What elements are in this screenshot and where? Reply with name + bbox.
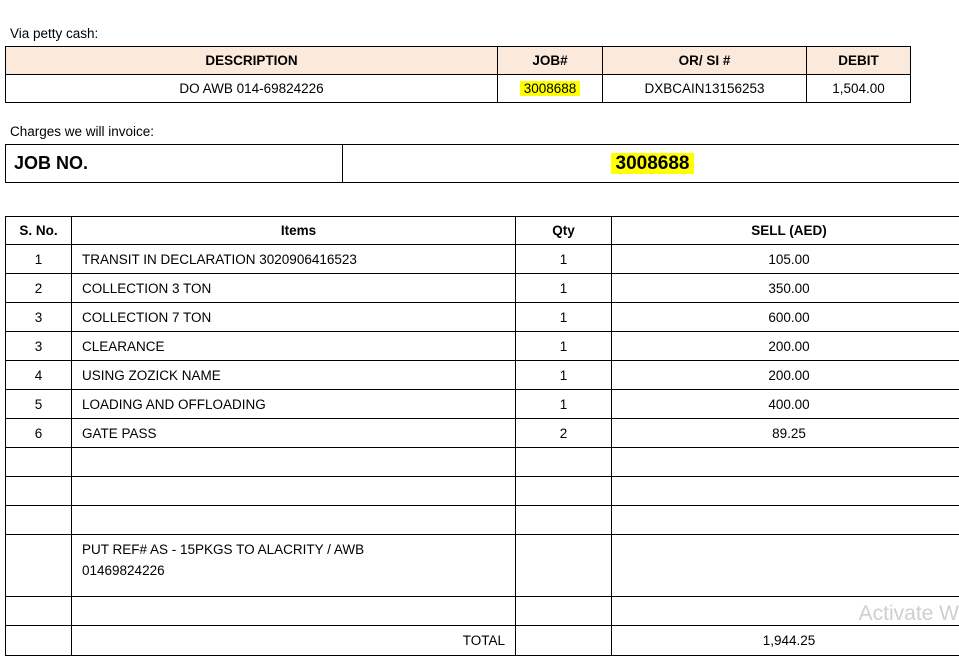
- cell-qty[interactable]: [516, 506, 612, 535]
- table-row-note[interactable]: [6, 535, 959, 597]
- table-row[interactable]: [6, 145, 959, 183]
- table-row[interactable]: [6, 477, 959, 506]
- cell-sno-empty[interactable]: [6, 626, 72, 656]
- activate-windows-watermark: Activate W: [859, 602, 959, 626]
- cell-item[interactable]: TRANSIT IN DECLARATION 3020906416523: [72, 245, 516, 274]
- cell-sno[interactable]: 2: [6, 274, 72, 303]
- cell-sell[interactable]: 89.25: [612, 419, 959, 448]
- cell-sell[interactable]: 105.00: [612, 245, 959, 274]
- cell-qty[interactable]: 1: [516, 390, 612, 419]
- highlighted-job-no: 3008688: [611, 153, 695, 174]
- column-header-or-si: OR/ SI #: [603, 47, 807, 75]
- cell-sno[interactable]: [6, 477, 72, 506]
- cell-description[interactable]: DO AWB 014-69824226: [6, 75, 498, 103]
- table-row[interactable]: [6, 361, 959, 390]
- cell-sell[interactable]: 200.00: [612, 332, 959, 361]
- cell-sno[interactable]: 3: [6, 303, 72, 332]
- note-line-1: PUT REF# AS - 15PKGS TO ALACRITY / AWB: [82, 540, 515, 561]
- table-row[interactable]: [6, 419, 959, 448]
- table-row[interactable]: [6, 75, 911, 103]
- cell-qty[interactable]: 1: [516, 361, 612, 390]
- cell-qty[interactable]: 1: [516, 274, 612, 303]
- cell-sno[interactable]: 4: [6, 361, 72, 390]
- cell-item[interactable]: USING ZOZICK NAME: [72, 361, 516, 390]
- table-row[interactable]: [6, 506, 959, 535]
- cell-sno[interactable]: [6, 535, 72, 597]
- table-header-row: [6, 217, 959, 245]
- cell-sno[interactable]: 6: [6, 419, 72, 448]
- cell-sell[interactable]: 200.00: [612, 361, 959, 390]
- cell-item[interactable]: [72, 477, 516, 506]
- table-row[interactable]: [6, 303, 959, 332]
- cell-sell[interactable]: 600.00: [612, 303, 959, 332]
- column-header-sno: S. No.: [6, 217, 72, 245]
- cell-note[interactable]: [72, 535, 516, 597]
- cell-qty[interactable]: 1: [516, 303, 612, 332]
- table-row[interactable]: [6, 390, 959, 419]
- job-no-table: [5, 144, 959, 183]
- cell-sno[interactable]: 1: [6, 245, 72, 274]
- cell-sell[interactable]: [612, 506, 959, 535]
- cell-item[interactable]: COLLECTION 3 TON: [72, 274, 516, 303]
- cell-sell[interactable]: 400.00: [612, 390, 959, 419]
- cell-qty[interactable]: [516, 597, 612, 626]
- note-line-2: 01469824226: [82, 561, 515, 582]
- table-row[interactable]: [6, 448, 959, 477]
- cell-item[interactable]: [72, 506, 516, 535]
- total-value[interactable]: 1,944.25: [612, 626, 959, 656]
- table-row[interactable]: [6, 274, 959, 303]
- cell-sno[interactable]: [6, 448, 72, 477]
- cell-qty[interactable]: [516, 448, 612, 477]
- charges-label: Charges we will invoice:: [10, 124, 154, 139]
- cell-sno[interactable]: 5: [6, 390, 72, 419]
- cell-sell[interactable]: [612, 597, 959, 626]
- column-header-description: DESCRIPTION: [6, 47, 498, 75]
- cell-qty[interactable]: [516, 477, 612, 506]
- cell-item[interactable]: COLLECTION 7 TON: [72, 303, 516, 332]
- cell-qty[interactable]: 2: [516, 419, 612, 448]
- cell-item[interactable]: LOADING AND OFFLOADING: [72, 390, 516, 419]
- column-header-qty: Qty: [516, 217, 612, 245]
- cell-sno[interactable]: [6, 506, 72, 535]
- cell-sell[interactable]: 350.00: [612, 274, 959, 303]
- table-row[interactable]: [6, 245, 959, 274]
- table-row[interactable]: [6, 332, 959, 361]
- cell-item[interactable]: [72, 597, 516, 626]
- table-header-row: [6, 47, 911, 75]
- petty-cash-table: [5, 46, 911, 103]
- column-header-job: JOB#: [498, 47, 603, 75]
- column-header-debit: DEBIT: [807, 47, 911, 75]
- cell-item[interactable]: GATE PASS: [72, 419, 516, 448]
- cell-qty[interactable]: [516, 535, 612, 597]
- highlighted-job-number: 3008688: [520, 81, 581, 96]
- column-header-sell: SELL (AED): [612, 217, 959, 245]
- total-label: TOTAL: [72, 626, 516, 656]
- cell-sno[interactable]: [6, 597, 72, 626]
- job-no-value[interactable]: [343, 145, 959, 183]
- table-row[interactable]: [6, 597, 959, 626]
- cell-qty[interactable]: 1: [516, 245, 612, 274]
- cell-item[interactable]: [72, 448, 516, 477]
- cell-item[interactable]: CLEARANCE: [72, 332, 516, 361]
- cell-or-si[interactable]: DXBCAIN13156253: [603, 75, 807, 103]
- cell-sno[interactable]: 3: [6, 332, 72, 361]
- cell-sell[interactable]: [612, 477, 959, 506]
- job-no-label: JOB NO.: [6, 145, 343, 183]
- items-table: [5, 216, 959, 656]
- table-row-total[interactable]: [6, 626, 959, 656]
- cell-qty-empty[interactable]: [516, 626, 612, 656]
- cell-sell[interactable]: [612, 448, 959, 477]
- cell-job[interactable]: [498, 75, 603, 103]
- cell-debit[interactable]: 1,504.00: [807, 75, 911, 103]
- cell-sell[interactable]: [612, 535, 959, 597]
- column-header-items: Items: [72, 217, 516, 245]
- petty-cash-label: Via petty cash:: [10, 26, 98, 41]
- cell-qty[interactable]: 1: [516, 332, 612, 361]
